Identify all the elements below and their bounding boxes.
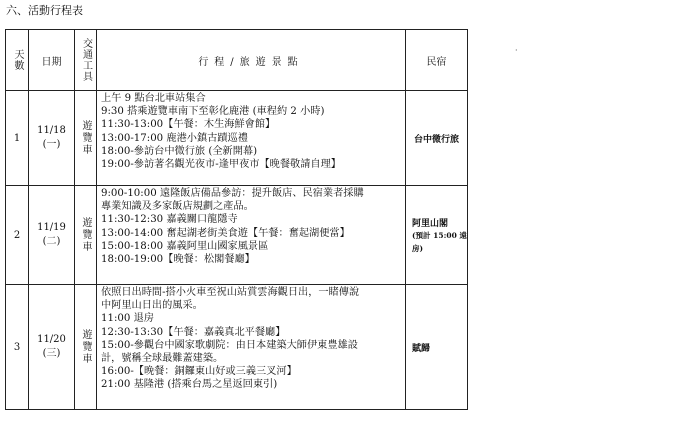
transport-cell: 遊覽車 <box>75 285 97 410</box>
itinerary-cell: 9:00-10:00 遠隆飯店備品參訪：提升飯店、民宿業者採購 專業知識及多家飯店規劃之產品。 11:30-12:30 嘉義關口龍隱寺 13:00-14:00 奮起湖老街美食遊【午餐：奮起湖便當】 15:00-18:00 嘉義阿里山國家風景區 18:00-19:00【晚餐：松閣餐廳】 <box>97 186 406 285</box>
transport-cell: 遊覽車 <box>75 91 97 186</box>
table-row <box>6 91 468 186</box>
header-day: 天數 <box>6 30 29 91</box>
page-title: 六、活動行程表 <box>6 4 83 17</box>
header-transport: 交通工具 <box>75 30 97 91</box>
transport-cell: 遊覽車 <box>75 186 97 285</box>
day-number: 1 <box>6 91 29 186</box>
lodging-cell: 阿里山閣 (預計 15:00 遠房) <box>406 186 468 285</box>
date-cell: 11/18 (一) <box>29 91 75 186</box>
header-date: 日期 <box>29 30 75 91</box>
header-row <box>6 30 468 91</box>
table-row <box>6 186 468 285</box>
header-lodging: 民宿 <box>406 30 468 91</box>
day-number: 3 <box>6 285 29 410</box>
lodging-cell: 台中微行旅 <box>406 91 468 186</box>
itinerary-cell: 依照日出時間-搭小火車至祝山站賞雲海觀日出，一睹傳說 中阿里山日出的風采。 11:00 退房 12:30-13:30【午餐：嘉義真北平餐廳】 15:00-參觀台中國家歌劇院：由日本建築大師伊東豊雄設 計，號稱全球最難蓋建築。 16:00-【晚餐：銅鑼東山好或三義三叉河】 21:00 基隆港 (搭乘台馬之星返回東引) <box>97 285 406 410</box>
table-row <box>6 285 468 410</box>
lodging-cell: 賦歸 <box>406 285 468 410</box>
day-number: 2 <box>6 186 29 285</box>
header-itinerary: 行程/旅遊景點 <box>97 30 406 91</box>
lodging-note: (預計 15:00 遠房) <box>412 230 467 253</box>
date-cell: 11/20 (三) <box>29 285 75 410</box>
stray-mark: · <box>515 46 518 55</box>
itinerary-cell: 上午 9 點台北車站集合 9:30 搭乘遊覽車南下至彰化鹿港 (車程約 2 小時) 11:30-13:00【午餐：木生海鮮會館】 13:00-17:00 鹿港小鎮古蹟巡禮 18:00-參訪台中微行旅 (全新開幕) 19:00-參訪著名觀光夜市-逢甲夜市【晚餐敬請自理】 <box>97 91 406 186</box>
date-cell: 11/19 (二) <box>29 186 75 285</box>
itinerary-table <box>5 29 468 410</box>
